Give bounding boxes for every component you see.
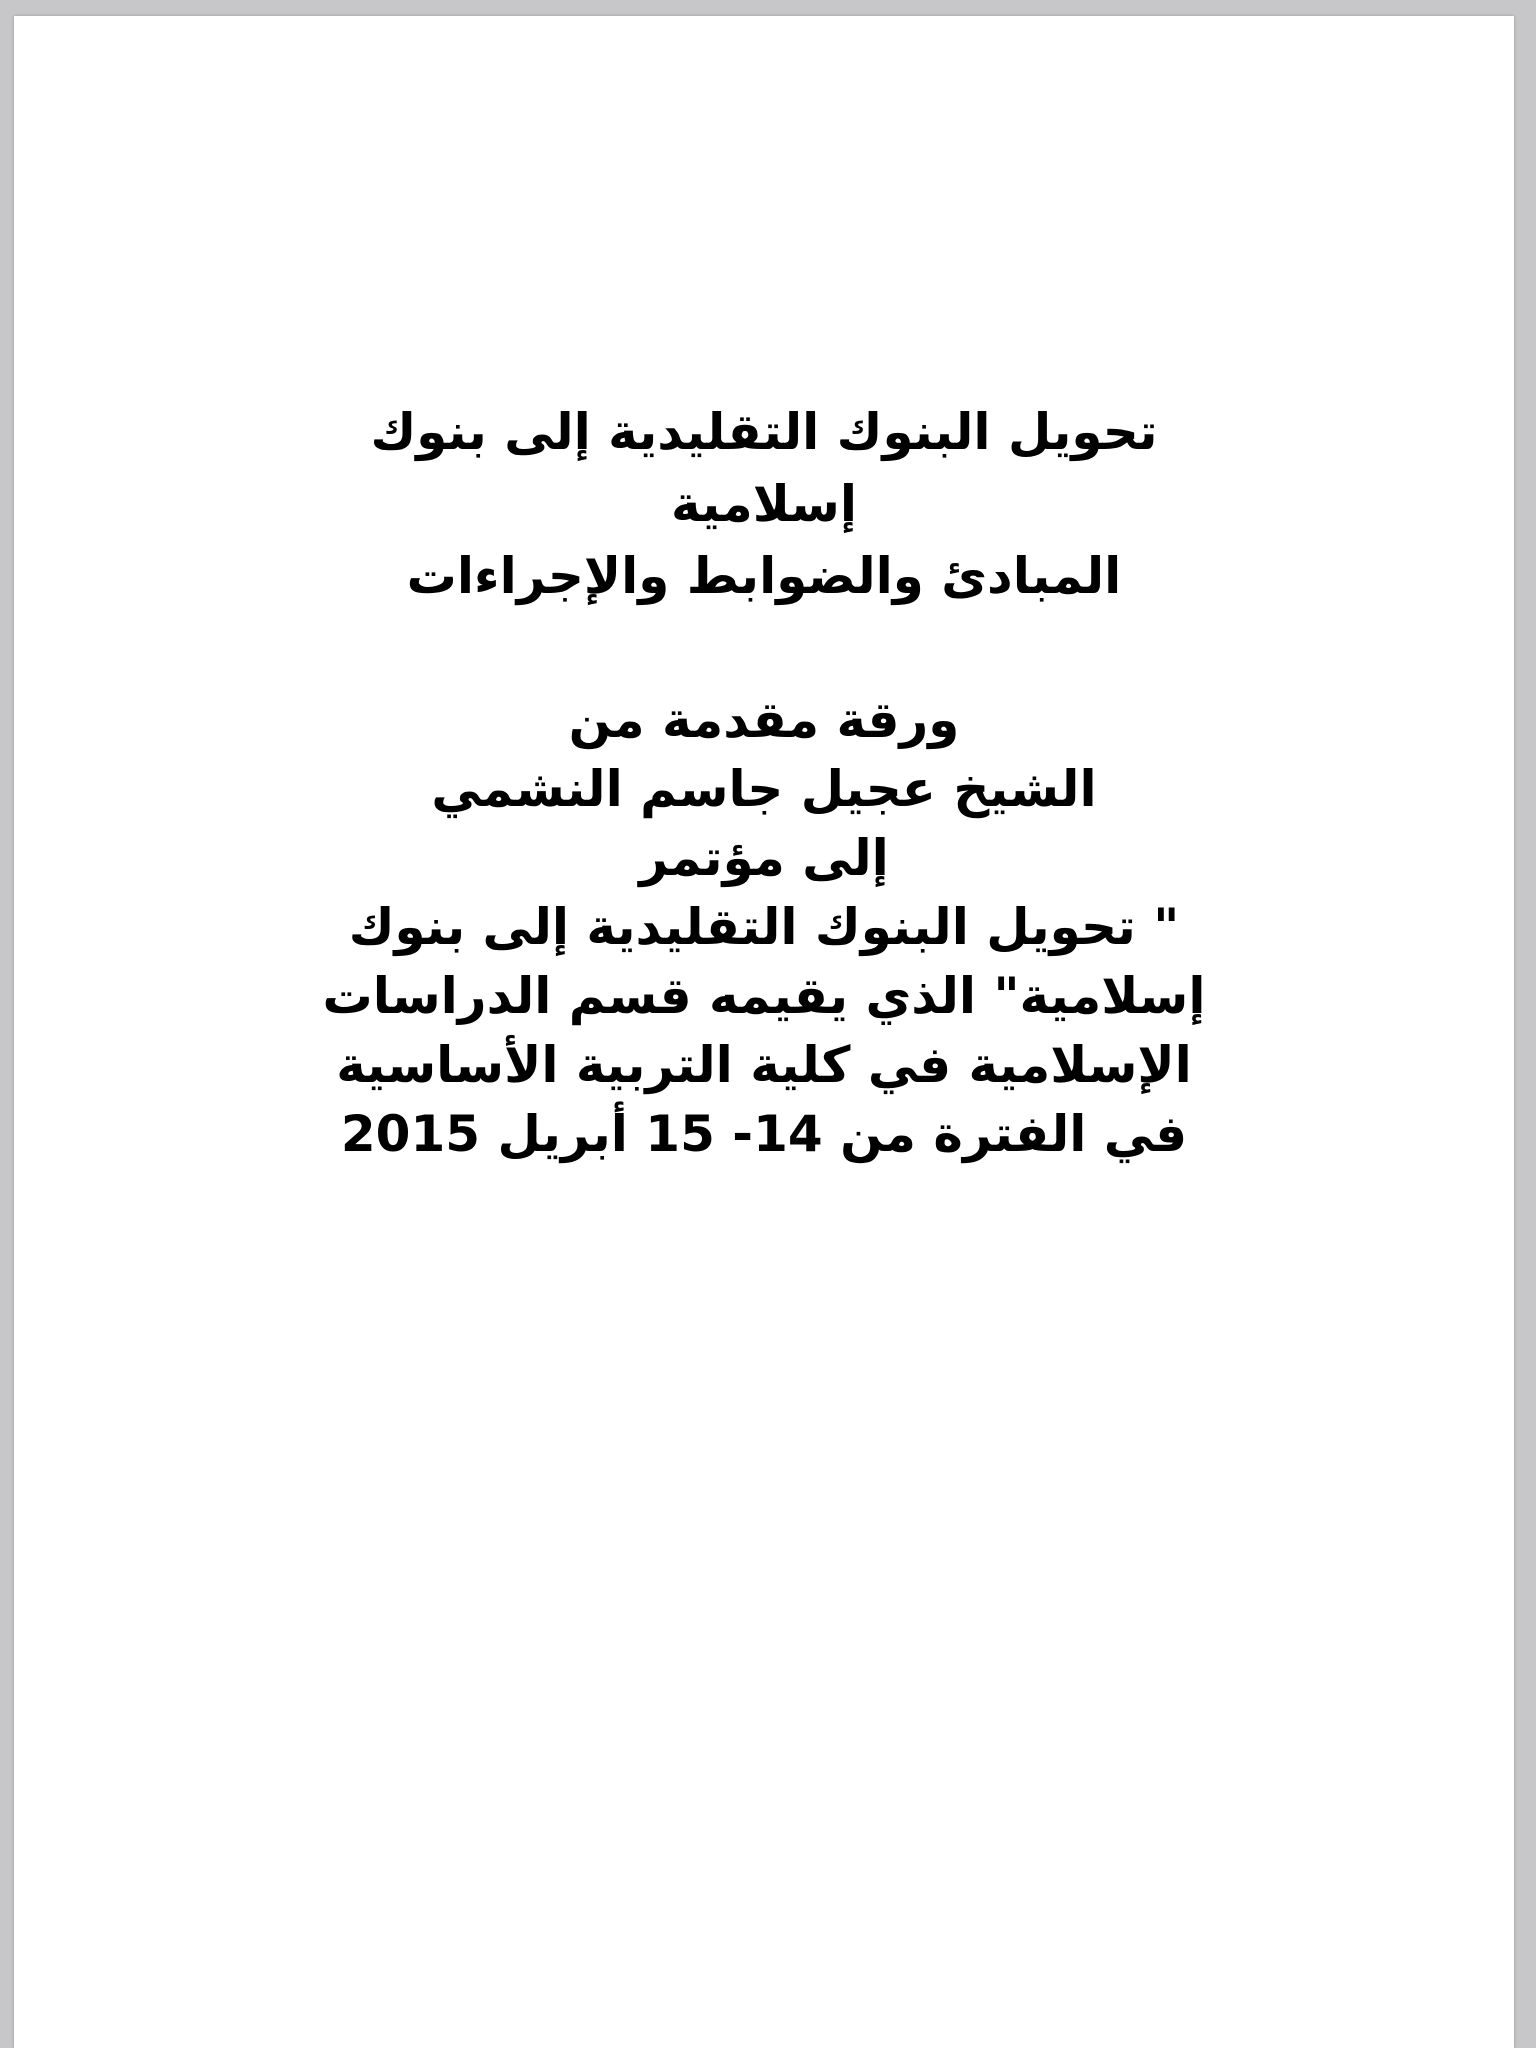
organizer-line: الإسلامية في كلية التربية الأساسية: [336, 1036, 1192, 1094]
presented-by-label: ورقة مقدمة من: [568, 691, 960, 749]
conference-label: إلى مؤتمر: [639, 829, 889, 887]
title-line: إسلامية: [671, 475, 857, 533]
subtitle-line: المبادئ والضوابط والإجراءات: [406, 547, 1122, 605]
conference-title-line: " تحويل البنوك التقليدية إلى بنوك: [348, 898, 1180, 956]
author-name: الشيخ عجيل جاسم النشمي: [431, 760, 1097, 818]
title-line: تحويل البنوك التقليدية إلى بنوك: [370, 403, 1158, 461]
presentation-info: [14, 686, 1514, 1169]
paper-title: [14, 396, 1514, 612]
document-page: [14, 16, 1514, 2048]
conference-title-line: إسلامية" الذي يقيمه قسم الدراسات: [322, 967, 1206, 1025]
date-line: في الفترة من 14- 15 أبريل 2015: [340, 1105, 1188, 1163]
